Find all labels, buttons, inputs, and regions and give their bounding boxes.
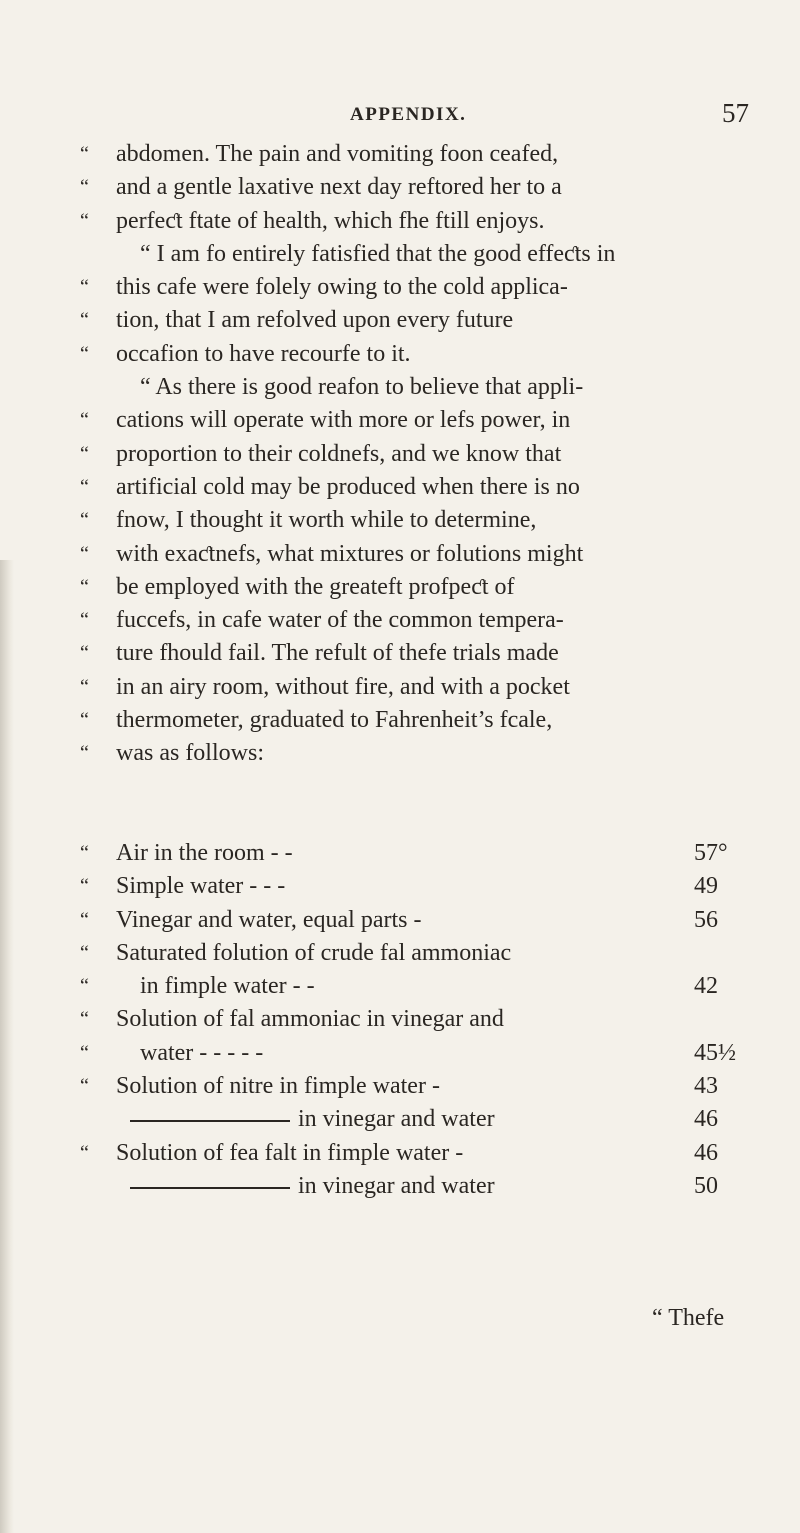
line-text: “ I am fo entirely fatisfied that the good effeƈts in [140,240,616,267]
page-number: 57 [722,98,749,128]
row-value: 57° [694,840,728,866]
line-text: cations will operate with more or lefs power, in [116,407,571,434]
quote-mark: “ [80,742,89,765]
text-line [80,471,780,504]
quote-mark: “ [80,342,89,365]
quote-mark: “ [80,941,89,964]
text-line [80,205,780,238]
quote-mark: “ [80,642,89,665]
table-row [80,937,780,970]
line-text: this cafe were folely owing to the cold applica- [116,274,568,301]
row-label: Air in the room - - [116,840,293,866]
text-line [80,538,780,571]
row-label: in fimple water - - [140,973,315,1000]
line-text: “ As there is good reafon to believe that appli- [140,374,584,401]
table-row [80,1070,780,1103]
line-text: abdomen. The pain and vomiting foon ceafed, [116,141,559,167]
quote-mark: “ [80,276,89,299]
quote-mark: “ [80,309,89,332]
quote-mark: “ [80,1141,89,1164]
row-value: 42 [694,973,718,1000]
row-label: Solution of fea falt in fimple water - [116,1139,464,1166]
quote-mark: “ [80,1041,89,1064]
text-line [80,571,780,604]
quote-mark: “ [80,176,89,199]
text-line [80,504,780,537]
quote-mark: “ [80,908,89,931]
quote-mark: “ [80,575,89,598]
table-row [80,1003,780,1036]
row-value: 49 [694,873,718,900]
line-text: fuccefs, in cafe water of the common tempera- [116,607,564,634]
table-row [80,1037,780,1070]
table-row [80,970,780,1003]
text-line [80,171,780,204]
table-row [80,1137,780,1170]
quote-mark: “ [80,1075,89,1098]
line-text: in an airy room, without fire, and with a pocket [116,673,570,700]
line-text: ture fhould fail. The refult of thefe trials made [116,640,559,667]
quote-mark: “ [80,442,89,465]
line-text: tion, that I am refolved upon every future [116,307,514,334]
quote-mark: “ [80,509,89,532]
running-head: APPENDIX. [350,104,467,125]
line-text: perfeƈt ftate of health, which fhe ftill enjoys. [116,207,545,234]
text-line [80,371,780,404]
text-line [80,238,780,271]
quote-mark: “ [80,1008,89,1031]
quote-mark: “ [80,209,89,232]
row-value: 56 [694,906,718,933]
row-value: 45½ [694,1039,736,1066]
text-line [80,671,780,704]
table-row [80,904,780,937]
row-label: Vinegar and water, equal parts - [116,906,422,933]
quote-mark: “ [80,975,89,998]
body-text [80,138,780,771]
table-row [80,1170,780,1203]
quote-mark: “ [80,709,89,732]
row-label: Saturated folution of crude fal ammoniac [116,939,512,966]
row-label: Solution of fal ammoniac in vinegar and [116,1006,504,1033]
text-line [80,637,780,670]
text-line [80,604,780,637]
page-header [0,90,800,130]
line-text: occafion to have recourfe to it. [116,340,411,367]
text-line [80,438,780,471]
line-text: be employed with the greateft profpeƈt of [116,573,515,600]
row-value: 46 [694,1106,718,1133]
quote-mark: “ [80,842,89,864]
quote-mark: “ [80,675,89,698]
line-text: proportion to their coldnefs, and we know that [116,440,562,467]
ditto-rule [130,1120,290,1122]
table-row [80,1103,780,1136]
quote-mark: “ [80,475,89,498]
line-text: thermometer, graduated to Fahrenheit’s fcale, [116,707,553,734]
row-value: 50 [694,1172,718,1199]
ditto-rule [130,1187,290,1189]
table-row [80,870,780,903]
catchword: “ Thefe [652,1305,725,1331]
row-value: 43 [694,1073,718,1100]
text-line [80,271,780,304]
text-line [80,338,780,371]
quote-mark: “ [80,409,89,432]
text-line [80,404,780,437]
row-label: water - - - - - [140,1039,264,1066]
quote-mark: “ [80,542,89,565]
row-label: Solution of nitre in fimple water - [116,1073,440,1100]
line-text: and a gentle laxative next day reftored her to a [116,174,562,201]
line-text: fnow, I thought it worth while to determine, [116,507,537,534]
row-label: in vinegar and water [298,1106,495,1133]
line-text: was as follows: [116,740,264,767]
text-line [80,304,780,337]
table-row [80,837,780,870]
row-value: 46 [694,1139,718,1166]
quote-mark: “ [80,875,89,898]
text-line [80,737,780,770]
row-label: Simple water - - - [116,873,286,900]
quote-mark: “ [80,609,89,632]
quote-mark: “ [80,143,89,165]
line-text: with exaƈtnefs, what mixtures or folutions might [116,540,584,567]
line-text: artificial cold may be produced when there is no [116,473,580,500]
text-line [80,704,780,737]
temperature-table [80,837,780,1203]
row-label: in vinegar and water [298,1172,495,1199]
text-line [80,138,780,171]
